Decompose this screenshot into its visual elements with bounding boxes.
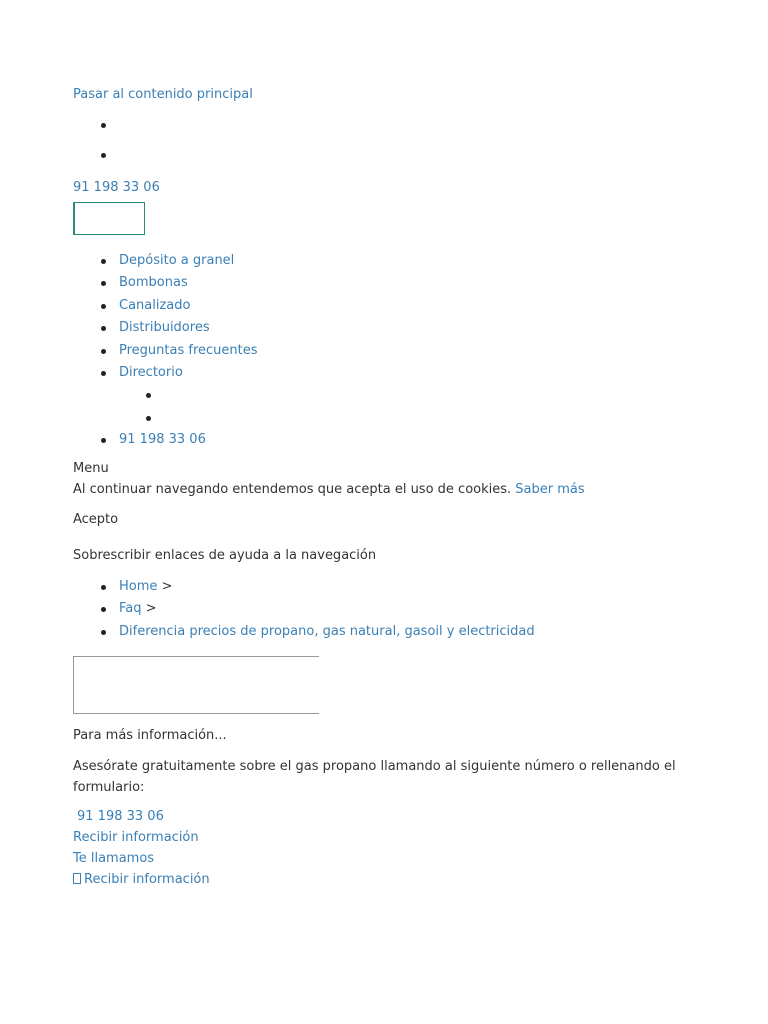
nav-link-distribuidores[interactable]: Distribuidores	[119, 320, 210, 336]
main-nav	[73, 252, 753, 454]
envelope-icon	[73, 873, 81, 884]
site-logo[interactable]	[73, 202, 145, 235]
nav-item-directorio	[73, 364, 753, 386]
cookie-notice-text: Al continuar navegando entendemos que acepta el uso de cookies.	[73, 482, 512, 497]
call-me-link[interactable]: Te llamamos	[73, 851, 155, 866]
breadcrumb-link-current[interactable]: Diferencia precios de propano, gas natural, gasoil y electricidad	[119, 623, 535, 639]
receive-info-link[interactable]: Recibir información	[73, 830, 199, 845]
list-item	[73, 149, 673, 179]
breadcrumb-link-home[interactable]: Home	[119, 579, 158, 594]
skip-to-content-link[interactable]: Pasar al contenido principal	[73, 87, 253, 102]
nav-link-deposito[interactable]: Depósito a granel	[119, 253, 235, 268]
breadcrumb	[73, 578, 753, 645]
receive-info-button[interactable]	[73, 871, 210, 889]
nav-phone-link[interactable]: 91 198 33 06	[119, 432, 206, 448]
breadcrumb-item	[73, 578, 753, 600]
nav-item-bombonas	[73, 274, 753, 296]
cookie-more-link[interactable]: Saber más	[515, 482, 585, 497]
nav-item-phone	[73, 431, 753, 453]
form-frame[interactable]	[73, 656, 319, 714]
info-phone-link[interactable]: 91 198 33 06	[77, 809, 164, 824]
breadcrumb-separator: >	[161, 579, 173, 594]
header-phone-link[interactable]: 91 198 33 06	[73, 180, 160, 195]
breadcrumb-list	[73, 578, 753, 645]
nav-item-canalizado	[73, 297, 753, 319]
help-nav-text: Sobrescribir enlaces de ayuda a la navegación	[73, 548, 377, 563]
breadcrumb-item	[73, 600, 753, 622]
receive-info-label: Recibir información	[84, 872, 210, 887]
info-description: Asesórate gratuitamente sobre el gas propano llamando al siguiente número o rellenando el formulario:	[73, 759, 676, 795]
nav-link-preguntas[interactable]: Preguntas frecuentes	[119, 342, 258, 358]
nav-link-bombonas[interactable]: Bombonas	[119, 275, 188, 291]
nav-link-directorio[interactable]: Directorio	[119, 364, 183, 380]
nav-item-preguntas	[73, 342, 753, 364]
top-social-list	[73, 119, 673, 179]
breadcrumb-separator: >	[145, 601, 157, 617]
nav-item-distribuidores	[73, 319, 753, 341]
nav-item-deposito	[73, 252, 753, 274]
info-heading: Para más información...	[73, 728, 227, 743]
list-item	[73, 119, 673, 149]
cookie-notice	[73, 481, 585, 499]
cookie-accept-button[interactable]: Acepto	[73, 512, 119, 527]
main-nav-list	[73, 252, 753, 386]
breadcrumb-item	[73, 623, 753, 645]
nav-phone-list	[73, 431, 753, 453]
nav-link-canalizado[interactable]: Canalizado	[119, 297, 191, 313]
list-item	[73, 409, 753, 431]
breadcrumb-link-faq[interactable]: Faq	[119, 601, 142, 617]
directorio-submenu	[73, 386, 753, 431]
menu-toggle[interactable]: Menu	[73, 461, 109, 476]
list-item	[73, 386, 753, 408]
